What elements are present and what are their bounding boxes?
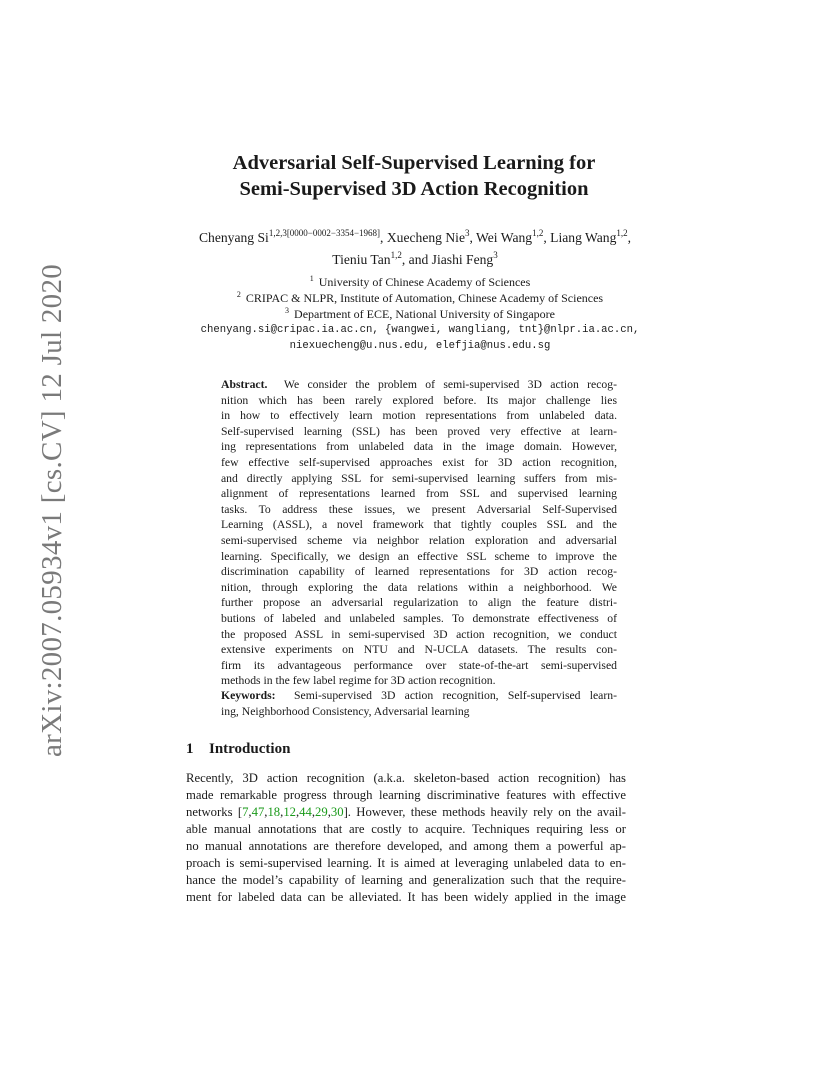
abstract-line: tasks. To address these issues, we present Adversarial Self-Supervised xyxy=(221,502,617,516)
author-affiliation-mark: 1,2 xyxy=(616,228,628,238)
abstract-line: semi-supervised scheme via neighbor relation exploration and adversarial xyxy=(221,533,617,547)
citation-link[interactable]: 29 xyxy=(315,805,328,819)
abstract-line: Abstract. We consider the problem of semi-supervised 3D action recog- xyxy=(221,378,617,391)
citation-link[interactable]: 30 xyxy=(330,805,344,819)
intro-line: able manual annotations that are costly to acquire. Techniques requiring less or xyxy=(186,822,626,836)
affiliation-text: CRIPAC & NLPR, Institute of Automation, Chinese Academy of Sciences xyxy=(245,291,604,305)
keywords-label: Keywords: xyxy=(221,689,276,702)
affiliation-2 xyxy=(120,290,720,306)
citation-link[interactable]: 44 xyxy=(299,805,312,819)
abstract-line: discrimination capability of learned representations for 3D action recog- xyxy=(221,565,617,579)
intro-line: made remarkable progress through learning discriminative features with effective xyxy=(186,788,626,802)
citation-link[interactable]: 12 xyxy=(283,805,296,819)
abstract-line: Self-supervised learning (SSL) has been proved very effective at learn- xyxy=(221,424,617,438)
intro-line: networks [7,47,18,12,44,29,30]. However, these methods heavily rely on the avail- xyxy=(186,805,626,819)
email-line-1: chenyang.si@cripac.ia.ac.cn, {wangwei, wangliang, tnt}@nlpr.ia.ac.cn, xyxy=(200,324,640,336)
author-name: , Wei Wang xyxy=(469,230,533,245)
introduction-paragraph xyxy=(186,770,626,906)
abstract-line: further propose an adversarial regularization to align the feature distri- xyxy=(221,596,617,610)
author-affiliation-mark: 1,2 xyxy=(390,250,402,260)
intro-line: no manual annotations are therefore developed, and among them a powerful ap- xyxy=(186,839,626,853)
abstract-line: the proposed ASSL in semi-supervised 3D action recognition, we conduct xyxy=(221,627,617,641)
author-list xyxy=(180,227,650,271)
arxiv-identifier: arXiv:2007.05934v1 [cs.CV] 12 Jul 2020 xyxy=(36,263,68,757)
citation-link[interactable]: 47 xyxy=(251,805,265,819)
abstract xyxy=(221,377,617,689)
author-name: Chenyang Si xyxy=(198,230,269,245)
abstract-line: Learning (ASSL), a novel framework that tightly couples SSL and the xyxy=(221,518,617,532)
author-affiliation-mark: 3 xyxy=(464,228,470,238)
intro-line: hance the model’s capability of learning and generalization such that the require- xyxy=(186,873,626,887)
intro-line: proach is semi-supervised learning. It is aimed at leveraging unlabeled data to en- xyxy=(186,856,626,870)
affiliation-number: 3 xyxy=(285,306,290,315)
abstract-line: alignment of representations learned from SSL and supervised learning xyxy=(221,487,617,501)
abstract-line: few effective self-supervised approaches exist for 3D action recognition, xyxy=(221,455,617,469)
section-title: Introduction xyxy=(209,741,291,757)
affiliation-text: University of Chinese Academy of Sciences xyxy=(318,275,531,289)
abstract-line: and directly applying SSL for semi-supervised learning suffers from mis- xyxy=(221,471,617,485)
author-name: , Liang Wang xyxy=(543,230,617,245)
affiliation-text: Department of ECE, National University of Singapore xyxy=(294,307,555,321)
title-line-1: Adversarial Self-Supervised Learning for xyxy=(232,152,596,174)
paper-title xyxy=(0,150,828,202)
affiliations xyxy=(120,274,720,354)
intro-line: Recently, 3D action recognition (a.k.a. skeleton-based action recognition) has xyxy=(186,771,626,785)
author-affiliation-mark: 3 xyxy=(493,250,498,260)
abstract-line: firm its advantageous performance over state-of-the-art semi-supervised xyxy=(221,658,617,672)
author-name: , Xuecheng Nie xyxy=(380,230,465,245)
author-name: , and Jiashi Feng xyxy=(401,252,494,267)
author-name: , Tieniu Tan xyxy=(332,230,632,267)
abstract-line: ing representations from unlabeled data in the image domain. However, xyxy=(221,440,617,454)
abstract-label: Abstract. xyxy=(221,378,268,391)
abstract-line: learning. Specifically, we design an effective SSL scheme to improve the xyxy=(221,549,617,563)
citation-link[interactable]: 18 xyxy=(267,805,281,819)
affiliation-3 xyxy=(120,306,720,322)
keywords xyxy=(221,688,617,719)
abstract-line: nition, through exploring the data relations within a neighborhood. We xyxy=(221,580,617,594)
affiliation-number: 1 xyxy=(309,274,314,283)
keywords-line: Keywords: Semi-supervised 3D action recognition, Self-supervised learn- xyxy=(221,689,618,702)
affiliation-1 xyxy=(120,274,720,290)
citation-link[interactable]: 7 xyxy=(242,805,249,819)
affiliation-number: 2 xyxy=(236,290,241,299)
section-number: 1 xyxy=(186,741,194,757)
section-heading xyxy=(186,741,290,758)
abstract-line: in how to effectively learn motion representations from unlabeled data. xyxy=(221,409,617,423)
abstract-line: extensive experiments on NTU and N-UCLA datasets. The results con- xyxy=(221,643,617,657)
email-line-2: niexuecheng@u.nus.edu, elefjia@nus.edu.sg xyxy=(289,340,551,352)
abstract-line: nition which has been rarely explored before. Its major challenge lies xyxy=(221,393,617,407)
intro-line: ment for labeled data can be alleviated. It has been widely applied in the image xyxy=(186,890,626,904)
abstract-line: methods in the few label regime for 3D action recognition. xyxy=(221,674,496,688)
title-line-2: Semi-Supervised 3D Action Recognition xyxy=(239,178,589,200)
author-affiliation-mark: 1,2,3[0000−0002−3354−1968] xyxy=(268,228,381,238)
keywords-line: ing, Neighborhood Consistency, Adversarial learning xyxy=(221,704,470,718)
author-affiliation-mark: 1,2 xyxy=(532,228,544,238)
abstract-line: butions of labeled and unlabeled samples. To demonstrate effectiveness of xyxy=(221,611,617,625)
